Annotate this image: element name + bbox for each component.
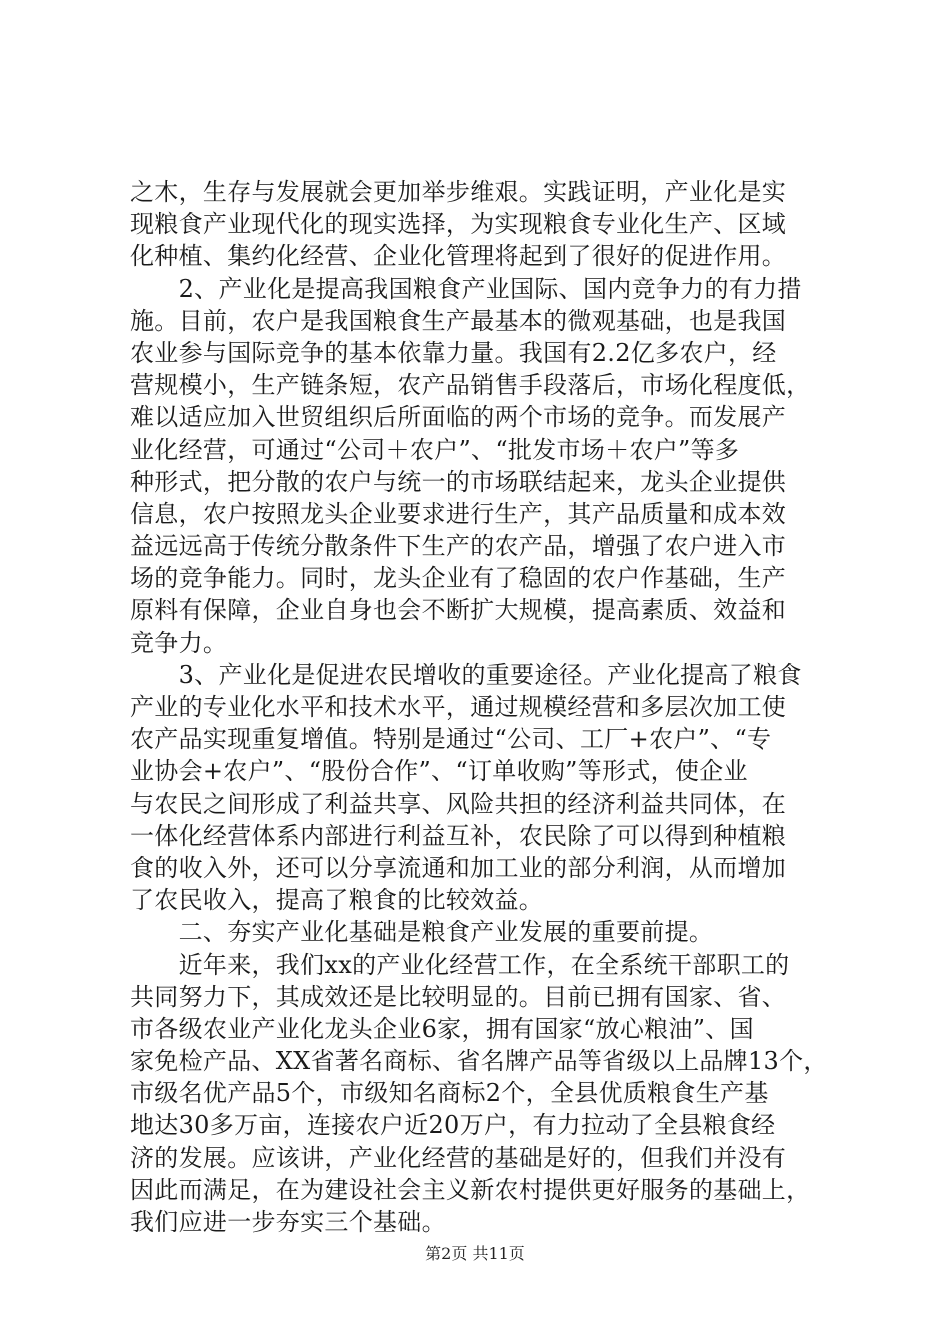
text-line: 业协会+农户”、“股份合作”、“订单收购”等形式，使企业	[130, 757, 748, 786]
text-line: 场的竞争能力。同时，龙头企业有了稳固的农户作基础，生产	[130, 564, 787, 593]
text-line: 因此而满足，在为建设社会主义新农村提供更好服务的基础上，	[130, 1175, 811, 1204]
text-line: 我们应进一步夯实三个基础。	[130, 1208, 446, 1236]
text-line: 食的收入外，还可以分享流通和加工业的部分利润，从而增加	[130, 853, 787, 882]
text-line: 化种植、集约化经营、企业化管理将起到了很好的促进作用。	[130, 242, 787, 271]
text-line: 济的发展。应该讲，产业化经营的基础是好的，但我们并没有	[130, 1143, 787, 1172]
text-line: 了农民收入，提高了粮食的比较效益。	[130, 886, 544, 915]
text-line: 市各级农业产业化龙头企业6家，拥有国家“放心粮油”、国	[130, 1014, 754, 1043]
text-line: 营规模小，生产链条短，农产品销售手段落后，市场化程度低，	[130, 371, 811, 400]
text-line: 地达30多万亩，连接农户近20万户，有力拉动了全县粮食经	[130, 1111, 776, 1140]
text-line: 一体化经营体系内部进行利益互补，农民除了可以得到种植粮	[130, 821, 787, 850]
text-line: 难以适应加入世贸组织后所面临的两个市场的竞争。而发展产	[130, 403, 787, 432]
text-line: 农产品实现重复增值。特别是通过“公司、工厂+农户”、“专	[130, 725, 772, 754]
text-line: 产业的专业化水平和技术水平，通过规模经营和多层次加工使	[130, 693, 787, 721]
text-line: 施。目前，农户是我国粮食生产最基本的微观基础，也是我国	[130, 306, 787, 335]
paragraph-start-line: 2、产业化是提高我国粮食产业国际、国内竞争力的有力措	[130, 274, 802, 303]
text-line: 种形式，把分散的农户与统一的市场联结起来，龙头企业提供	[130, 467, 787, 496]
text-line: 原料有保障，企业自身也会不断扩大规模，提高素质、效益和	[130, 596, 787, 625]
page-number-footer: 第2页 共11页	[425, 1244, 525, 1263]
text-line: 农业参与国际竞争的基本依靠力量。我国有2.2亿多农户，经	[130, 338, 777, 367]
section-heading-line: 二、夯实产业化基础是粮食产业发展的重要前提。	[130, 918, 714, 947]
text-line: 市级名优产品5个，市级知名商标2个，全县优质粮食生产基	[130, 1079, 769, 1108]
text-line: 与农民之间形成了利益共享、风险共担的经济利益共同体，在	[130, 789, 787, 818]
text-line: 共同努力下，其成效还是比较明显的。目前已拥有国家、省、	[130, 982, 787, 1011]
document-body	[130, 176, 830, 1238]
text-line: 家免检产品、XX省著名商标、省名牌产品等省级以上品牌13个，	[130, 1047, 828, 1076]
text-line: 之木，生存与发展就会更加举步维艰。实践证明，产业化是实	[130, 178, 787, 206]
paragraph-start-line: 3、产业化是促进农民增收的重要途径。产业化提高了粮食	[130, 660, 802, 689]
text-line: 竞争力。	[130, 628, 228, 657]
text-line: 益远远高于传统分散条件下生产的农产品，增强了农户进入市	[130, 532, 787, 561]
paragraph-start-line: 近年来，我们xx的产业化经营工作，在全系统干部职工的	[130, 950, 790, 979]
text-line: 信息，农户按照龙头企业要求进行生产，其产品质量和成本效	[130, 499, 787, 528]
text-line: 现粮食产业现代化的现实选择，为实现粮食专业化生产、区域	[130, 210, 787, 239]
text-line: 业化经营，可通过“公司＋农户”、“批发市场＋农户”等多	[130, 435, 740, 464]
